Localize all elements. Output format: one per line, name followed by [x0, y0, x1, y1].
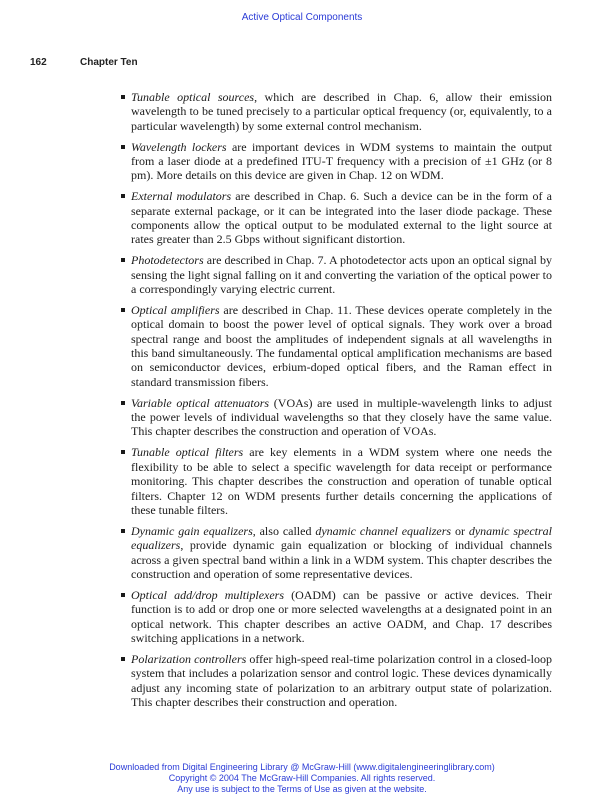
list-item-text: , which are described in Chap. 6, allow their emission wavelength to be tuned precisely to a particular optical frequency (or, equivalently, to a particular wavelength) by some external control mechanism. [131, 90, 553, 133]
list-item-term: Polarization controllers [131, 651, 247, 666]
list-item [120, 445, 552, 517]
list-item-text: are key elements in a WDM system where one needs the flexibility to be able to select a specific wavelength for data receipt or performance monitoring. This chapter describes the construction and operation of tunable optical filters. Chapter 12 on WDM presents further details concerning the applications of these tunable filters. [131, 445, 552, 517]
component-list [120, 90, 552, 716]
list-item [120, 189, 552, 247]
list-item-term-alt: dynamic spectral equalizers [131, 523, 552, 553]
footer-download-link[interactable]: Downloaded from Digital Engineering Library @ McGraw-Hill (www.digitalengineeringlibrary.com) [109, 762, 495, 772]
list-item [120, 524, 552, 582]
list-item-term: Variable optical attenuators [131, 395, 270, 410]
list-item-text: are described in Chap. 11. These devices operate completely in the optical domain to boost the power level of optical signals. They work over a broad spectral range and boost the amplitudes of independent signals at all wavelengths in this band simultaneously. The fundamental optical amplification mechanisms are based on semiconductor devices, erbium-doped optical fibers, and the Raman effect in standard transmission fibers. [131, 302, 552, 389]
footer-copyright: Copyright © 2004 The McGraw-Hill Companies. All rights reserved. [168, 773, 436, 783]
list-item [120, 253, 552, 296]
document-title-banner: Active Optical Components [241, 12, 363, 23]
list-item-term: Photodetectors [131, 253, 204, 268]
page-number: 162 [30, 57, 47, 68]
list-item [120, 588, 552, 646]
list-item [120, 652, 552, 710]
list-item-term: External modulators [131, 189, 232, 204]
list-item-text: (OADM) can be passive or active devices. Their function is to add or drop one or more selected wavelengths at a designated point in an optical network. This chapter describes an active OADM, and Chap. 17 describes switching applications in a network. [131, 587, 553, 645]
list-item-term: Tunable optical sources [131, 90, 255, 104]
list-item-text: or [451, 523, 469, 538]
list-item-term: Dynamic gain equalizers [131, 523, 253, 538]
footer-terms: Any use is subject to the Terms of Use as given at the website. [177, 784, 427, 794]
list-item-text: , provide dynamic gain equalization or blocking of individual channels across a given spectral band within a link in a WDM system. This chapter describes the construction and operation of some representative devices. [131, 538, 552, 581]
page-header [30, 57, 138, 68]
list-item-term-alt: dynamic channel equalizers [315, 523, 452, 538]
list-item [120, 303, 552, 389]
list-item-text: are described in Chap. 6. Such a device can be in the form of a separate external package, or it can be integrated into the laser diode package. These components allow the optical output to be modulated external to the light source at rates greater than 2.5 Gbps without significant distortion. [131, 189, 552, 247]
list-item-term: Tunable optical filters [131, 445, 244, 460]
list-item-term: Optical amplifiers [131, 302, 220, 317]
list-item-text: (VOAs) are used in multiple-wavelength links to adjust the power levels of individual wavelengths so that they closely have the same value. This chapter describes the construction and operation of VOAs. [131, 395, 552, 439]
list-item-text: are described in Chap. 7. A photodetector acts upon an optical signal by sensing the light signal falling on it and converting the variation of the optical power to a correspondingly varying electric current. [131, 253, 552, 297]
list-item-term: Wavelength lockers [131, 139, 227, 154]
chapter-title: Chapter Ten [80, 57, 138, 68]
list-item [120, 396, 552, 439]
list-item-text: are important devices in WDM systems to maintain the output from a laser diode at a predefined ITU-T frequency with a precision of ±1 GHz (or 8 pm). More details on this device are given in Chap. 12 on WDM. [131, 139, 552, 183]
list-item-text: offer high-speed real-time polarization control in a closed-loop system that includes a polarization sensor and control logic. These devices dynamically adjust any incoming state of polarization to an arbitrary output state of polarization. This chapter describes their construction and operation. [131, 651, 552, 709]
list-item-text: , also called [252, 523, 316, 538]
page-footer [0, 762, 604, 795]
list-item-term: Optical add/drop multiplexers [131, 587, 285, 602]
list-item [120, 140, 552, 183]
list-item [120, 90, 552, 133]
